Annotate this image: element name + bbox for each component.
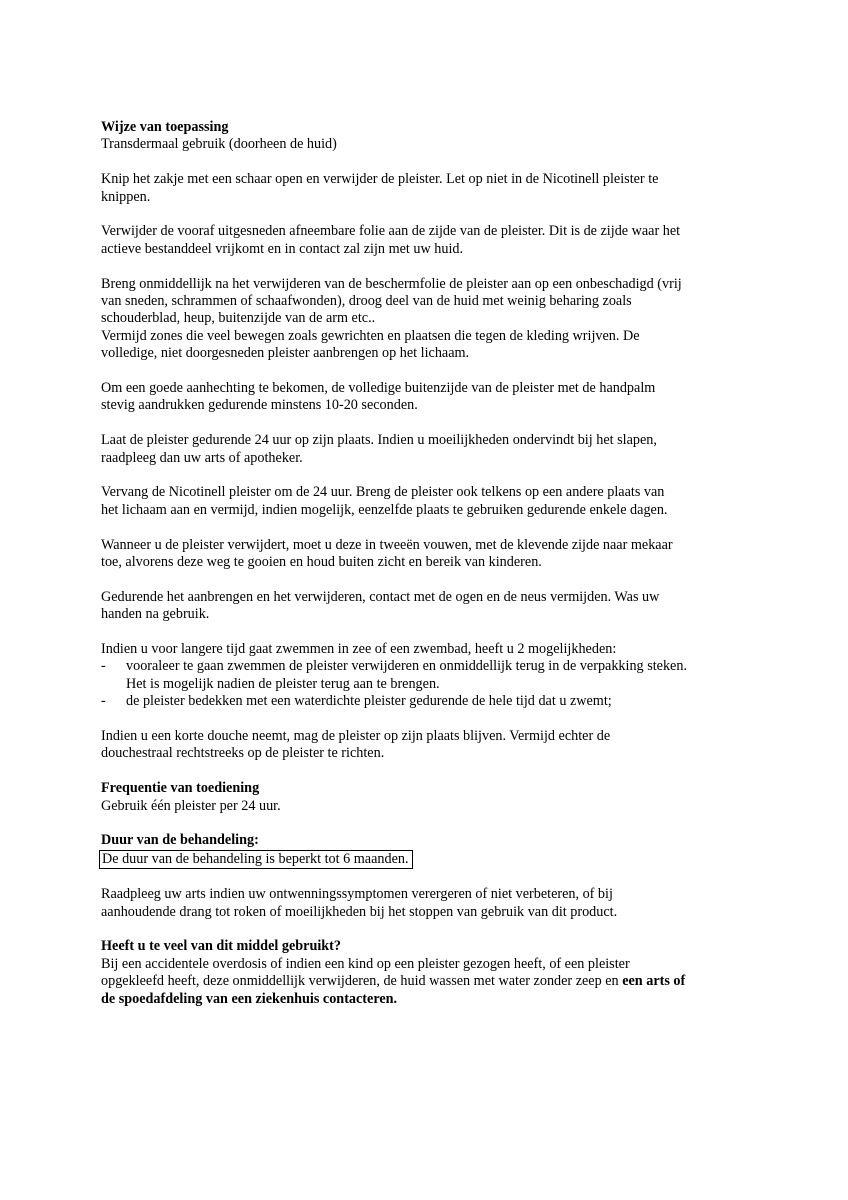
text-line: Bij een accidentele overdosis of indien een kind op een pleister gezogen heeft, of een pleister: [101, 955, 630, 972]
list-dash: -: [101, 693, 106, 710]
paragraph-aanhechting: [101, 380, 761, 415]
text-line: handen na gebruik.: [101, 606, 210, 623]
text-line: Om een goede aanhechting te bekomen, de volledige buitenzijde van de pleister met de handpalm: [101, 380, 656, 397]
document-page: [101, 119, 761, 1008]
text-line: stevig aandrukken gedurende minstens 10-20 seconden.: [101, 397, 418, 414]
heading-frequentie: Frequentie van toediening: [101, 780, 260, 797]
text-line: Gedurende het aanbrengen en het verwijderen, contact met de ogen en de neus vermijden. Was uw: [101, 588, 660, 605]
heading-wijze-van-toepassing: Wijze van toepassing: [101, 119, 229, 135]
heading-te-veel: Heeft u te veel van dit middel gebruikt?: [101, 938, 341, 955]
text-line: Indien u voor langere tijd gaat zwemmen in zee of een zwembad, heeft u 2 mogelijkheden:: [101, 641, 617, 658]
text-line: de pleister bedekken met een waterdichte pleister gedurende de hele tijd dat u zwemt;: [126, 693, 612, 710]
text-line: Laat de pleister gedurende 24 uur op zijn plaats. Indien u moeilijkheden ondervindt bij het slapen,: [101, 432, 657, 449]
list-item: [101, 658, 761, 693]
text-line: Knip het zakje met een schaar open en verwijder de pleister. Let op niet in de Nicotinell pleister te: [101, 171, 659, 188]
subheading-transdermaal: Transdermaal gebruik (doorheen de huid): [101, 136, 337, 153]
list-item: [101, 693, 761, 710]
paragraph-breng-aan: [101, 276, 761, 363]
text-normal: opgekleefd heeft, deze onmiddellijk verwijderen, de huid wassen met water zonder zeep en: [101, 973, 623, 990]
paragraph-24-uur: [101, 432, 761, 467]
text-line: [101, 973, 761, 990]
paragraph-douche: [101, 728, 761, 763]
paragraph-vervang: [101, 484, 761, 519]
text-line: raadpleeg dan uw arts of apotheker.: [101, 449, 303, 466]
text-line: Raadpleeg uw arts indien uw ontwenningssymptomen verergeren of niet verbeteren, of bij: [101, 886, 613, 903]
text-line: Indien u een korte douche neemt, mag de pleister op zijn plaats blijven. Vermijd echter de: [101, 728, 611, 745]
text-line: [101, 991, 761, 1008]
boxed-duur-text: De duur van de behandeling is beperkt tot 6 maanden.: [99, 850, 413, 869]
text-line: volledige, niet doorgesneden pleister aanbrengen op het lichaam.: [101, 345, 470, 362]
text-line: Gebruik één pleister per 24 uur.: [101, 797, 281, 814]
text-line: toe, alvorens deze weg te gooien en houd buiten zicht en bereik van kinderen.: [101, 554, 542, 571]
paragraph-zwemmen: [101, 641, 761, 711]
paragraph-verwijdert: [101, 537, 761, 572]
text-line: schouderblad, heup, buitenzijde van de arm etc..: [101, 310, 376, 327]
text-line: Wanneer u de pleister verwijdert, moet u deze in tweeën vouwen, met de klevende zijde naar mekaar: [101, 536, 673, 553]
text-line: vooraleer te gaan zwemmen de pleister verwijderen en onmiddellijk terug in de verpakking steken.: [126, 658, 687, 675]
paragraph-raadpleeg: [101, 886, 761, 921]
paragraph-knip-zakje: [101, 171, 761, 206]
list-dash: -: [101, 658, 106, 675]
section-duur: [101, 832, 761, 868]
text-line: Verwijder de vooraf uitgesneden afneembare folie aan de zijde van de pleister. Dit is de zijde waar het: [101, 223, 681, 240]
text-line: Vervang de Nicotinell pleister om de 24 uur. Breng de pleister ook telkens op een andere plaats van: [101, 484, 665, 501]
text-bold: de spoedafdeling van een ziekenhuis contacteren.: [101, 990, 398, 1007]
paragraph-verwijder-folie: [101, 223, 761, 258]
paragraph-ogen-neus: [101, 589, 761, 624]
heading-duur: Duur van de behandeling:: [101, 832, 259, 849]
text-line: aanhoudende drang tot roken of moeilijkheden bij het stoppen van gebruik van dit product.: [101, 903, 618, 920]
text-line: Breng onmiddellijk na het verwijderen van de beschermfolie de pleister aan op een onbeschadigd (vrij: [101, 275, 682, 292]
text-line: van sneden, schrammen of schaafwonden), droog deel van de huid met weinig beharing zoals: [101, 293, 632, 310]
text-line: Het is mogelijk nadien de pleister terug aan te brengen.: [126, 675, 440, 692]
text-line: douchestraal rechtstreeks op de pleister te richten.: [101, 745, 385, 762]
text-line: het lichaam aan en vermijd, indien mogelijk, eenzelfde plaats te gebruiken gedurende enkele dagen.: [101, 501, 668, 518]
text-line: knippen.: [101, 188, 151, 205]
section-frequentie: [101, 780, 761, 815]
text-line: Vermijd zones die veel bewegen zoals gewrichten en plaatsen die tegen de kleding wrijven. De: [101, 327, 640, 344]
text-line: actieve bestanddeel vrijkomt en in contact zal zijn met uw huid.: [101, 240, 464, 257]
section-wijze-van-toepassing: [101, 119, 761, 154]
section-te-veel: [101, 938, 761, 1008]
text-bold: een arts of: [622, 973, 686, 990]
